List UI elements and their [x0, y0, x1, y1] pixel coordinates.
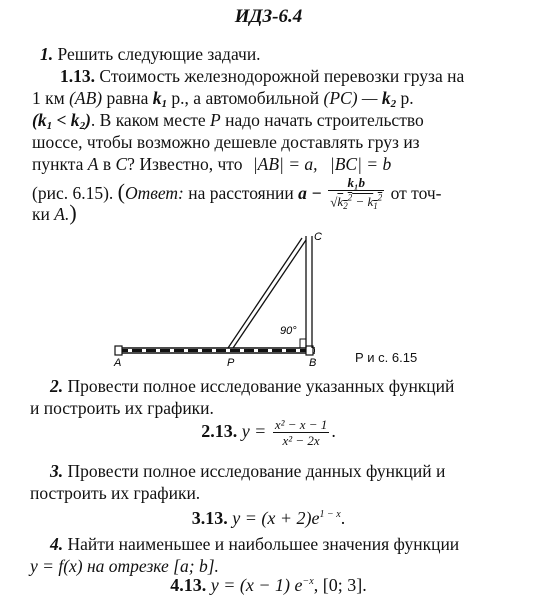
text-span: .: [331, 421, 336, 442]
problem-1-13-line-1: [60, 65, 464, 87]
fraction-denominator: x² − 2x: [282, 433, 320, 448]
section-number: 1.: [40, 44, 54, 64]
text-span: пункта: [32, 154, 84, 174]
section-number: 2.: [50, 376, 64, 396]
label-a: A: [114, 357, 122, 368]
problem-1-13-line-7: ки A.): [32, 200, 77, 225]
text-span: , [0; 3].: [313, 575, 367, 595]
fraction-numerator: x² − x − 1: [274, 417, 328, 432]
math-span: (PC) —: [323, 88, 378, 108]
point-a-marker: [115, 346, 122, 355]
text-span: р., а автомобильной: [171, 88, 320, 108]
answer-label: Ответ:: [125, 183, 184, 204]
section-2-line-1: [50, 375, 454, 397]
math-span: P: [210, 110, 221, 130]
equation-exponent: −x: [302, 576, 314, 587]
text-span: . В каком месте: [90, 110, 206, 130]
section-text: Провести полное исследование данных функций и: [67, 461, 446, 481]
equation-body: y = (x + 2)e: [232, 508, 320, 528]
text-span: равна: [106, 88, 149, 108]
text-span: (рис. 6.15).: [32, 183, 114, 204]
label-c: C: [314, 231, 322, 243]
label-b: B: [309, 357, 317, 368]
equation-3-13: [0, 508, 537, 529]
text-span: в: [102, 154, 112, 174]
problem-1-13-line-5: [32, 153, 391, 175]
math-span: (AB): [69, 88, 103, 108]
section-text: Решить следующие задачи.: [57, 44, 261, 64]
section-number: 3.: [50, 461, 64, 481]
math-span: |AB| = a,: [252, 154, 318, 174]
section-text: Провести полное исследование указанных функций: [67, 376, 455, 396]
math-span: a −: [298, 183, 322, 204]
equation-body: y = (x − 1) e: [210, 575, 303, 595]
fraction-numerator: k₁b: [328, 176, 384, 191]
section-3-line-1: [50, 460, 445, 482]
equation-4-13: [0, 575, 537, 596]
section-text: Найти наименьшее и наибольшее значения функции: [67, 534, 460, 554]
equation-exponent: 1 − x: [319, 509, 341, 520]
section-2-line-2: и построить их графики.: [30, 398, 214, 418]
problem-text: Стоимость железнодорожной перевозки груза на: [99, 66, 465, 86]
text-span: надо начать строительство: [225, 110, 424, 130]
page-title: ИДЗ-6.4: [234, 6, 303, 27]
text-span: ? Известно, что: [127, 154, 243, 174]
section-4-line-1: [50, 533, 459, 555]
math-span: |BC| = b: [329, 154, 392, 174]
k2-symbol: $k_2$: [381, 88, 397, 110]
k-inequality: $(k_1 < k_2)$: [32, 110, 91, 132]
section-number: 4.: [50, 534, 64, 554]
text-span: р.: [400, 88, 414, 108]
problem-number: 2.13.: [201, 421, 238, 442]
equation-2-13: [0, 418, 537, 448]
math-span: A.: [54, 204, 70, 224]
right-angle-mark: [300, 339, 306, 348]
equation-lhs: y =: [241, 421, 267, 442]
angle-label: 90°: [280, 325, 297, 337]
text-span: .: [340, 508, 346, 528]
section-1-heading: [40, 43, 261, 65]
problem-number: 4.13.: [170, 575, 207, 595]
section-4-line-2: y = f(x) на отрезке [a; b].: [30, 556, 219, 576]
text-span: 1 км: [32, 88, 65, 108]
text-span: ки: [32, 204, 50, 224]
equation-fraction: [273, 418, 329, 448]
figure-caption: Р и с. 6.15: [355, 350, 418, 365]
figure-6-15: [110, 228, 340, 368]
math-span: A: [87, 154, 99, 174]
k1-symbol: $k_1$: [152, 88, 168, 110]
label-p: P: [227, 357, 235, 368]
fraction-denominator: $√k_2^2 - k_1^2$: [330, 193, 383, 212]
problem-1-13-line-4: шоссе, чтобы возможно дешевле доставлять груз из: [32, 132, 420, 152]
math-span: C: [115, 154, 128, 174]
text-span: на расстоянии: [188, 183, 294, 204]
section-3-line-2: построить их графики.: [30, 483, 201, 503]
problem-number: 3.13.: [191, 508, 228, 528]
problem-1-13-line-6: (рис. 6.15). (Ответ: на расстоянии a − $\frac{\text{k₁b}}{√k_2^2 - k_1^2}$ от точ-: [32, 176, 442, 214]
answer-fraction: [328, 176, 384, 214]
text-span: от точ-: [390, 183, 442, 204]
problem-number: 1.13.: [60, 66, 95, 86]
